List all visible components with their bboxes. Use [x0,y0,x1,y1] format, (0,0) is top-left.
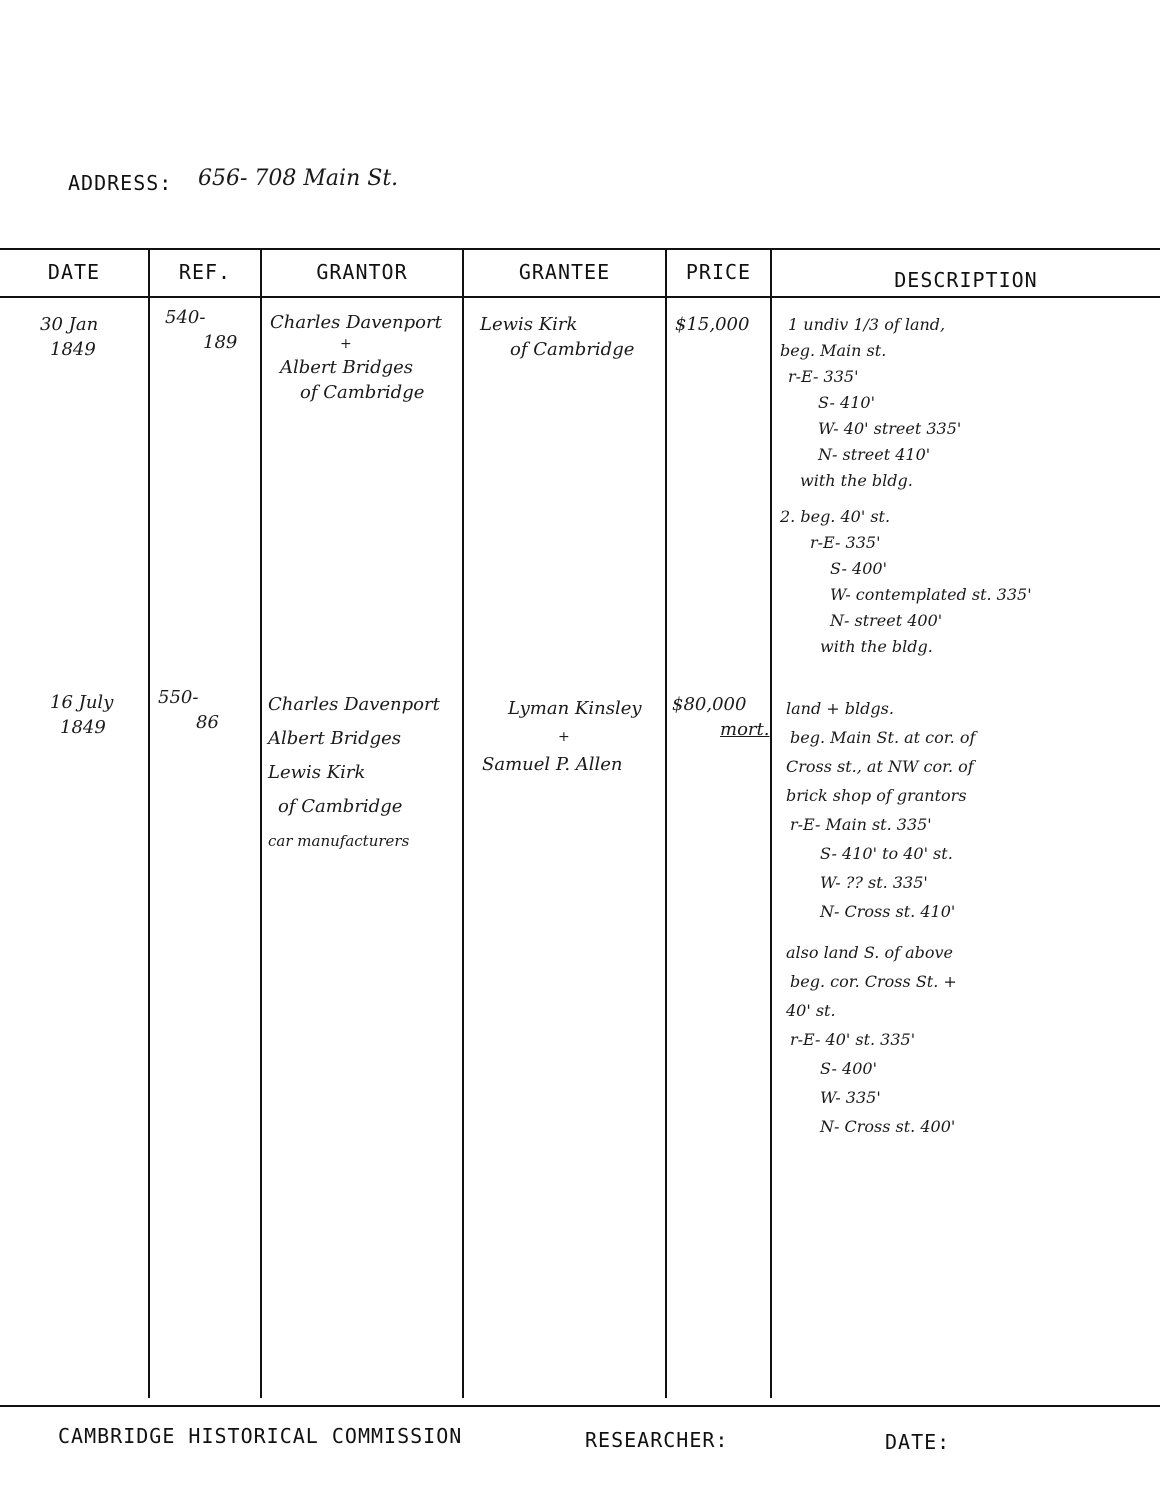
column-header-ref: REF. [178,260,232,284]
table-row-2-grantee: Lyman Kinsley + Samuel P. Allen [482,698,642,775]
table-header-rule [0,296,1160,298]
column-divider-2 [260,250,262,1398]
table-row-1-grantee: Lewis Kirk of Cambridge [480,314,635,361]
table-bottom-rule [0,1405,1160,1407]
footer-date-label: DATE: [885,1430,951,1454]
column-header-price: PRICE [685,260,752,284]
column-divider-1 [148,250,150,1398]
table-row-2-ref: 550- 86 [158,687,219,734]
table-row-2-price: $80,000 mort. [672,694,770,741]
table-row-1-price: $15,000 [675,314,750,335]
table-row-1-date: 30 Jan 1849 [40,314,99,361]
column-divider-3 [462,250,464,1398]
column-header-grantor: GRANTOR [316,260,408,284]
column-header-date: DATE [47,260,101,284]
address-value: 656- 708 Main St. [198,166,399,191]
column-header-grantee: GRANTEE [518,260,611,284]
table-top-rule [0,248,1160,250]
footer-researcher-label: RESEARCHER: [585,1428,729,1452]
column-header-description: DESCRIPTION [894,268,1038,292]
column-divider-4 [665,250,667,1398]
table-row-2-description: land + bldgs. beg. Main St. at cor. of Cross st., at NW cor. of brick shop of grantors r-E- Main st. 335' S- 410' to 40' st. W- ?? st. 335' N- Cross st. 410' also land S. of above beg. cor. Cross St. + 40' st. r-E- 40' st. 335' S- 400' W- 335' N- Cross st. 400' [786,699,976,1136]
table-row-1-ref: 540- 189 [165,307,238,354]
footer-commission-name: CAMBRIDGE HISTORICAL COMMISSION [58,1424,463,1448]
address-label: ADDRESS: [68,171,173,195]
column-divider-5 [770,250,772,1398]
table-row-1-grantor: Charles Davenport + Albert Bridges of Cambridge [270,312,442,403]
table-row-2-grantor: Charles Davenport Albert Bridges Lewis Kirk of Cambridge car manufacturers [268,694,440,850]
table-row-1-description: 1 undiv 1/3 of land, beg. Main st. r-E- 335' S- 410' W- 40' street 335' N- street 410' with the bldg. 2. beg. 40' st. r-E- 335' S- 400' W- contemplated st. 335' N- street 400' with the bldg. [780,315,1032,656]
table-row-2-date: 16 July 1849 [50,692,114,739]
